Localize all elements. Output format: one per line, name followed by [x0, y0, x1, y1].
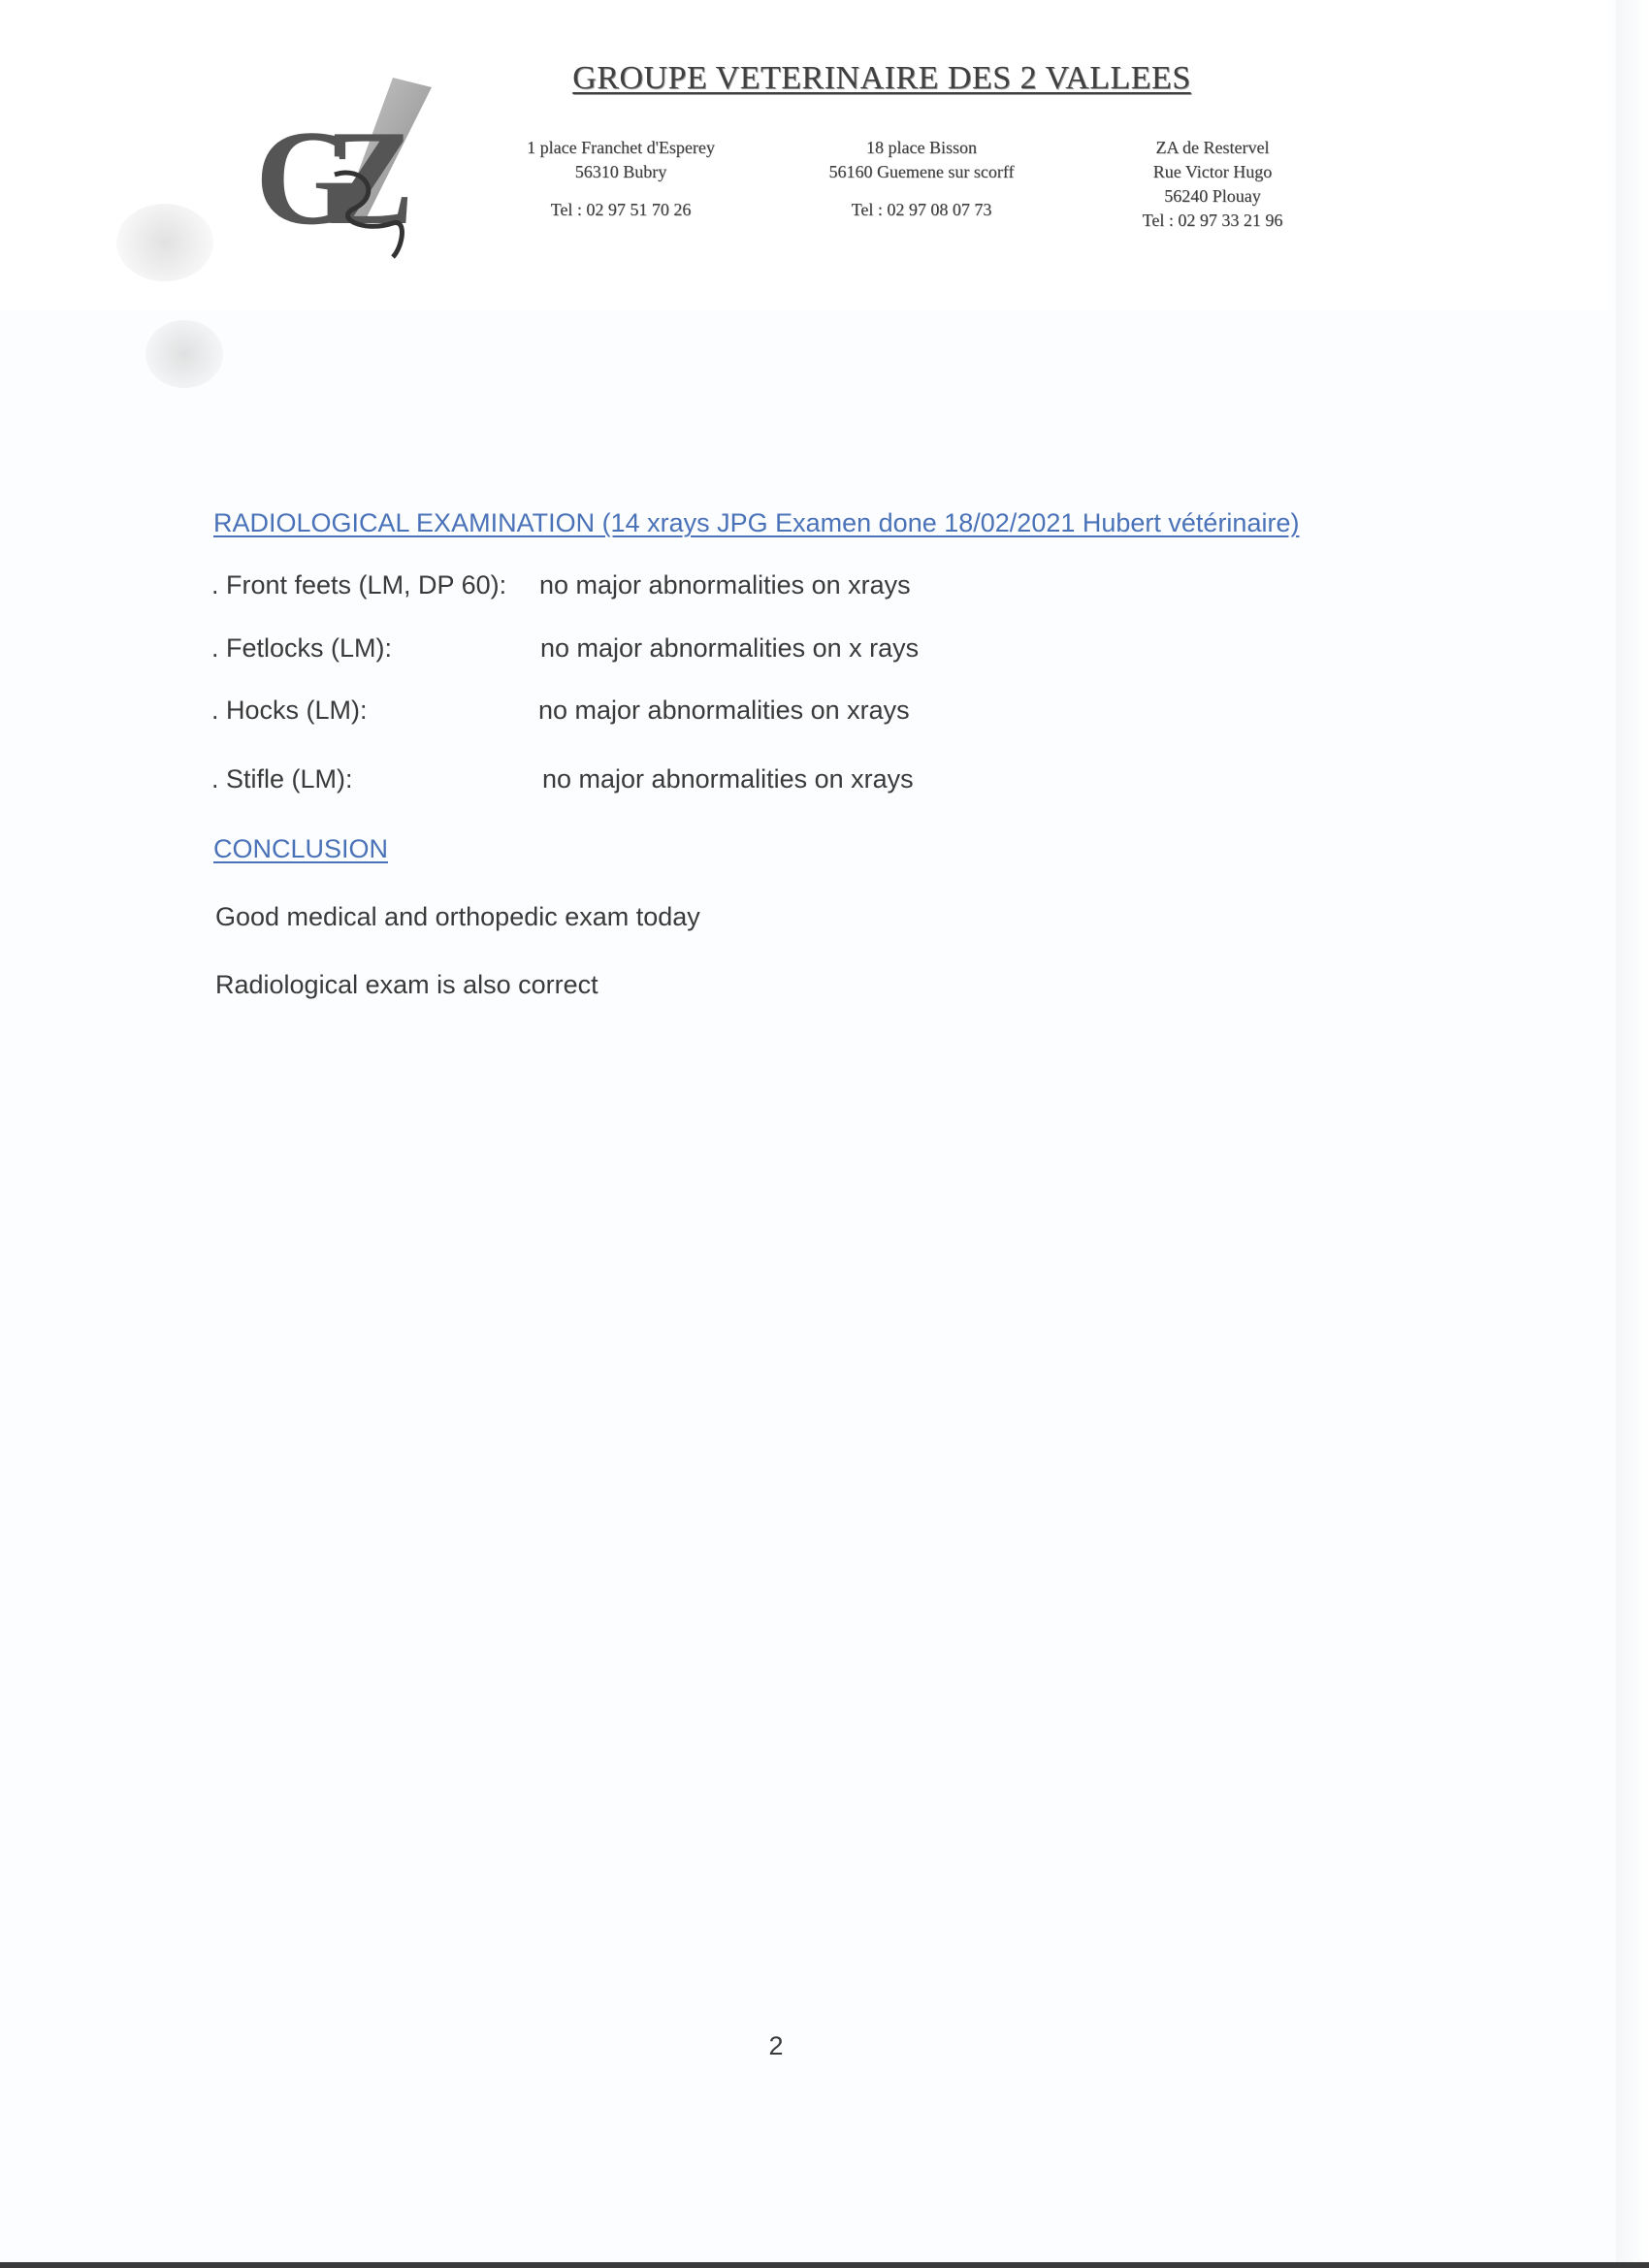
address-line: 56160 Guemene sur scorff — [828, 162, 1015, 181]
office-phone: Tel : 02 97 51 70 26 — [550, 200, 692, 219]
radiology-heading: RADIOLOGICAL EXAMINATION (14 xrays JPG Examen done 18/02/2021 Hubert vétérinaire) — [213, 508, 1300, 537]
clinic-group-name: GROUPE VETERINAIRE DES 2 VALLEES — [572, 60, 1191, 96]
finding-result: no major abnormalities on xrays — [542, 764, 914, 794]
finding-label: . Fetlocks (LM): — [211, 633, 393, 663]
scan-right-edge — [1616, 0, 1649, 2268]
finding-result: no major abnormalities on xrays — [538, 696, 910, 725]
conclusion-line: Radiological exam is also correct — [215, 970, 598, 999]
address-line: Rue Victor Hugo — [1152, 162, 1273, 181]
conclusion-line: Good medical and orthopedic exam today — [215, 902, 700, 931]
office-phone: Tel : 02 97 33 21 96 — [1142, 211, 1283, 230]
finding-label: . Front feets (LM, DP 60): — [211, 570, 507, 599]
scan-bottom-edge — [0, 2262, 1649, 2268]
address-line: 56240 Plouay — [1164, 186, 1261, 206]
conclusion-heading: CONCLUSION — [213, 834, 389, 863]
logo-letters: GZ — [255, 103, 378, 253]
address-line: ZA de Restervel — [1155, 138, 1270, 157]
finding-label: . Stifle (LM): — [211, 764, 353, 794]
finding-result: no major abnormalities on x rays — [540, 633, 920, 663]
office-address-guemene — [795, 136, 1048, 222]
scan-smudge — [116, 204, 213, 281]
address-line: 18 place Bisson — [866, 138, 977, 157]
address-line: 56310 Bubry — [574, 162, 667, 181]
address-line: 1 place Franchet d'Esperey — [527, 138, 715, 157]
office-address-bubry — [504, 136, 737, 222]
finding-result: no major abnormalities on xrays — [539, 570, 911, 599]
clinic-logo — [247, 78, 441, 262]
page-number: 2 — [768, 2031, 784, 2060]
office-phone: Tel : 02 97 08 07 73 — [851, 200, 992, 219]
office-address-plouay — [1096, 136, 1329, 233]
scan-smudge — [146, 320, 223, 388]
finding-label: . Hocks (LM): — [211, 696, 368, 725]
